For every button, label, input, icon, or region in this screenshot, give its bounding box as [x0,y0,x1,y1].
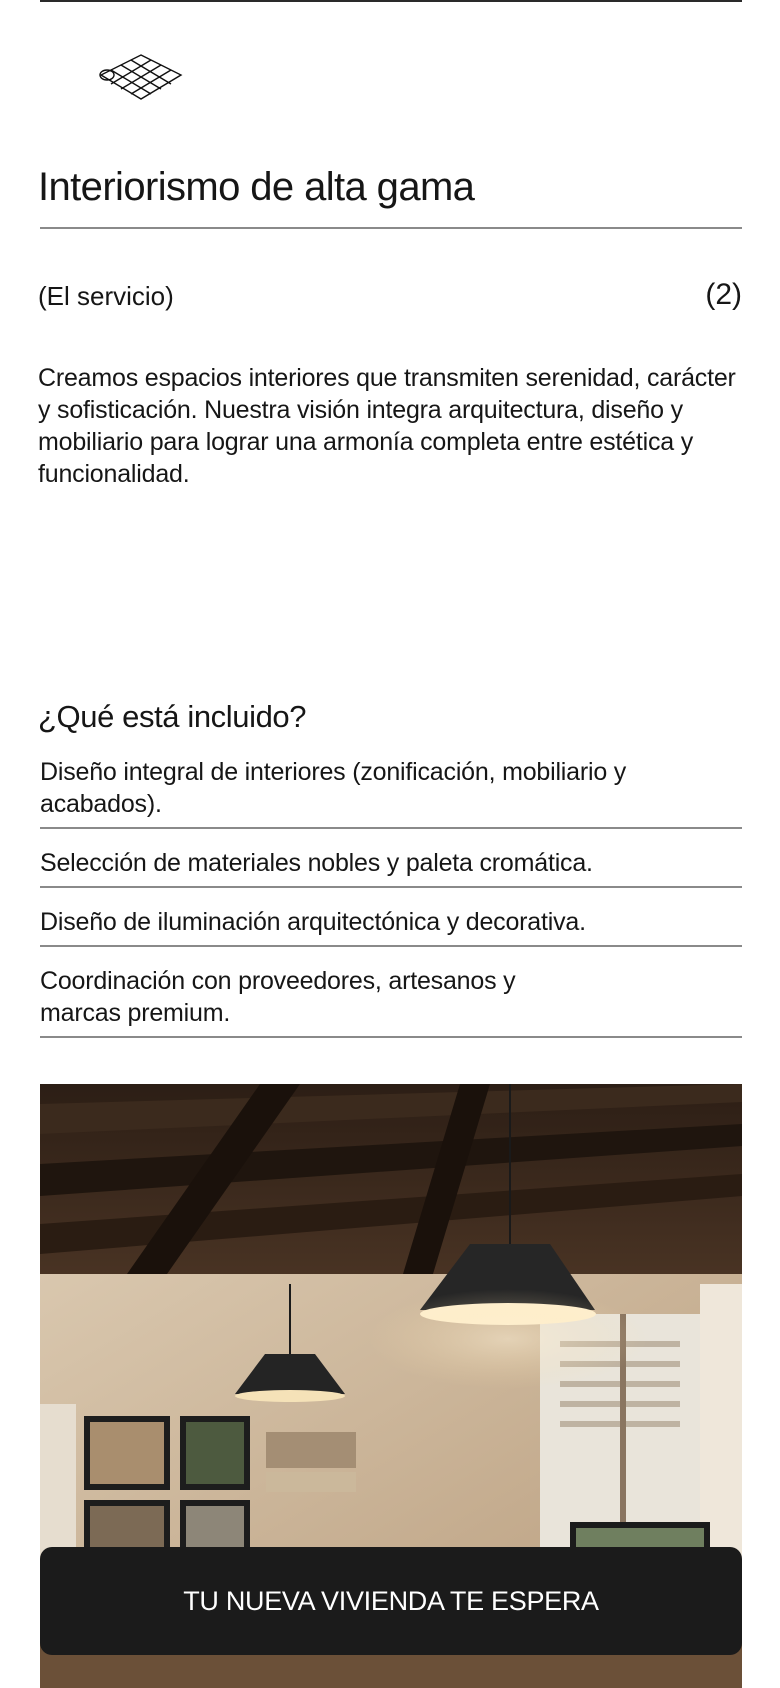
included-list [40,756,742,1056]
list-item-text: Diseño de iluminación arquitectónica y decorativa. [40,908,586,936]
list-item [40,906,742,947]
list-item [40,965,742,1038]
list-item-text: Selección de materiales nobles y paleta cromática. [40,849,593,877]
page-title: Interiorismo de alta gama [38,165,475,209]
list-item [40,756,742,829]
isometric-grid-icon [98,52,184,106]
section-label: (El servicio) [38,281,174,311]
top-divider [40,0,742,2]
list-item-text: Diseño integral de interiores (zonificación, mobiliario y acabados). [40,758,627,818]
list-item [40,847,742,888]
cta-button[interactable]: TU NUEVA VIVIENDA TE ESPERA [40,1547,742,1655]
title-divider [40,227,742,229]
service-description: Creamos espacios interiores que transmiten serenidad, carácter y sofisticación. Nuestra visión integra arquitectura, diseño y mobiliario para lograr una armonía completa entre estética y funcionalidad. [38,364,736,488]
included-heading: ¿Qué está incluido? [38,699,307,734]
section-index: (2) [705,278,742,311]
list-item-text: Coordinación con proveedores, artesanos y marcas premium. [40,967,516,1027]
